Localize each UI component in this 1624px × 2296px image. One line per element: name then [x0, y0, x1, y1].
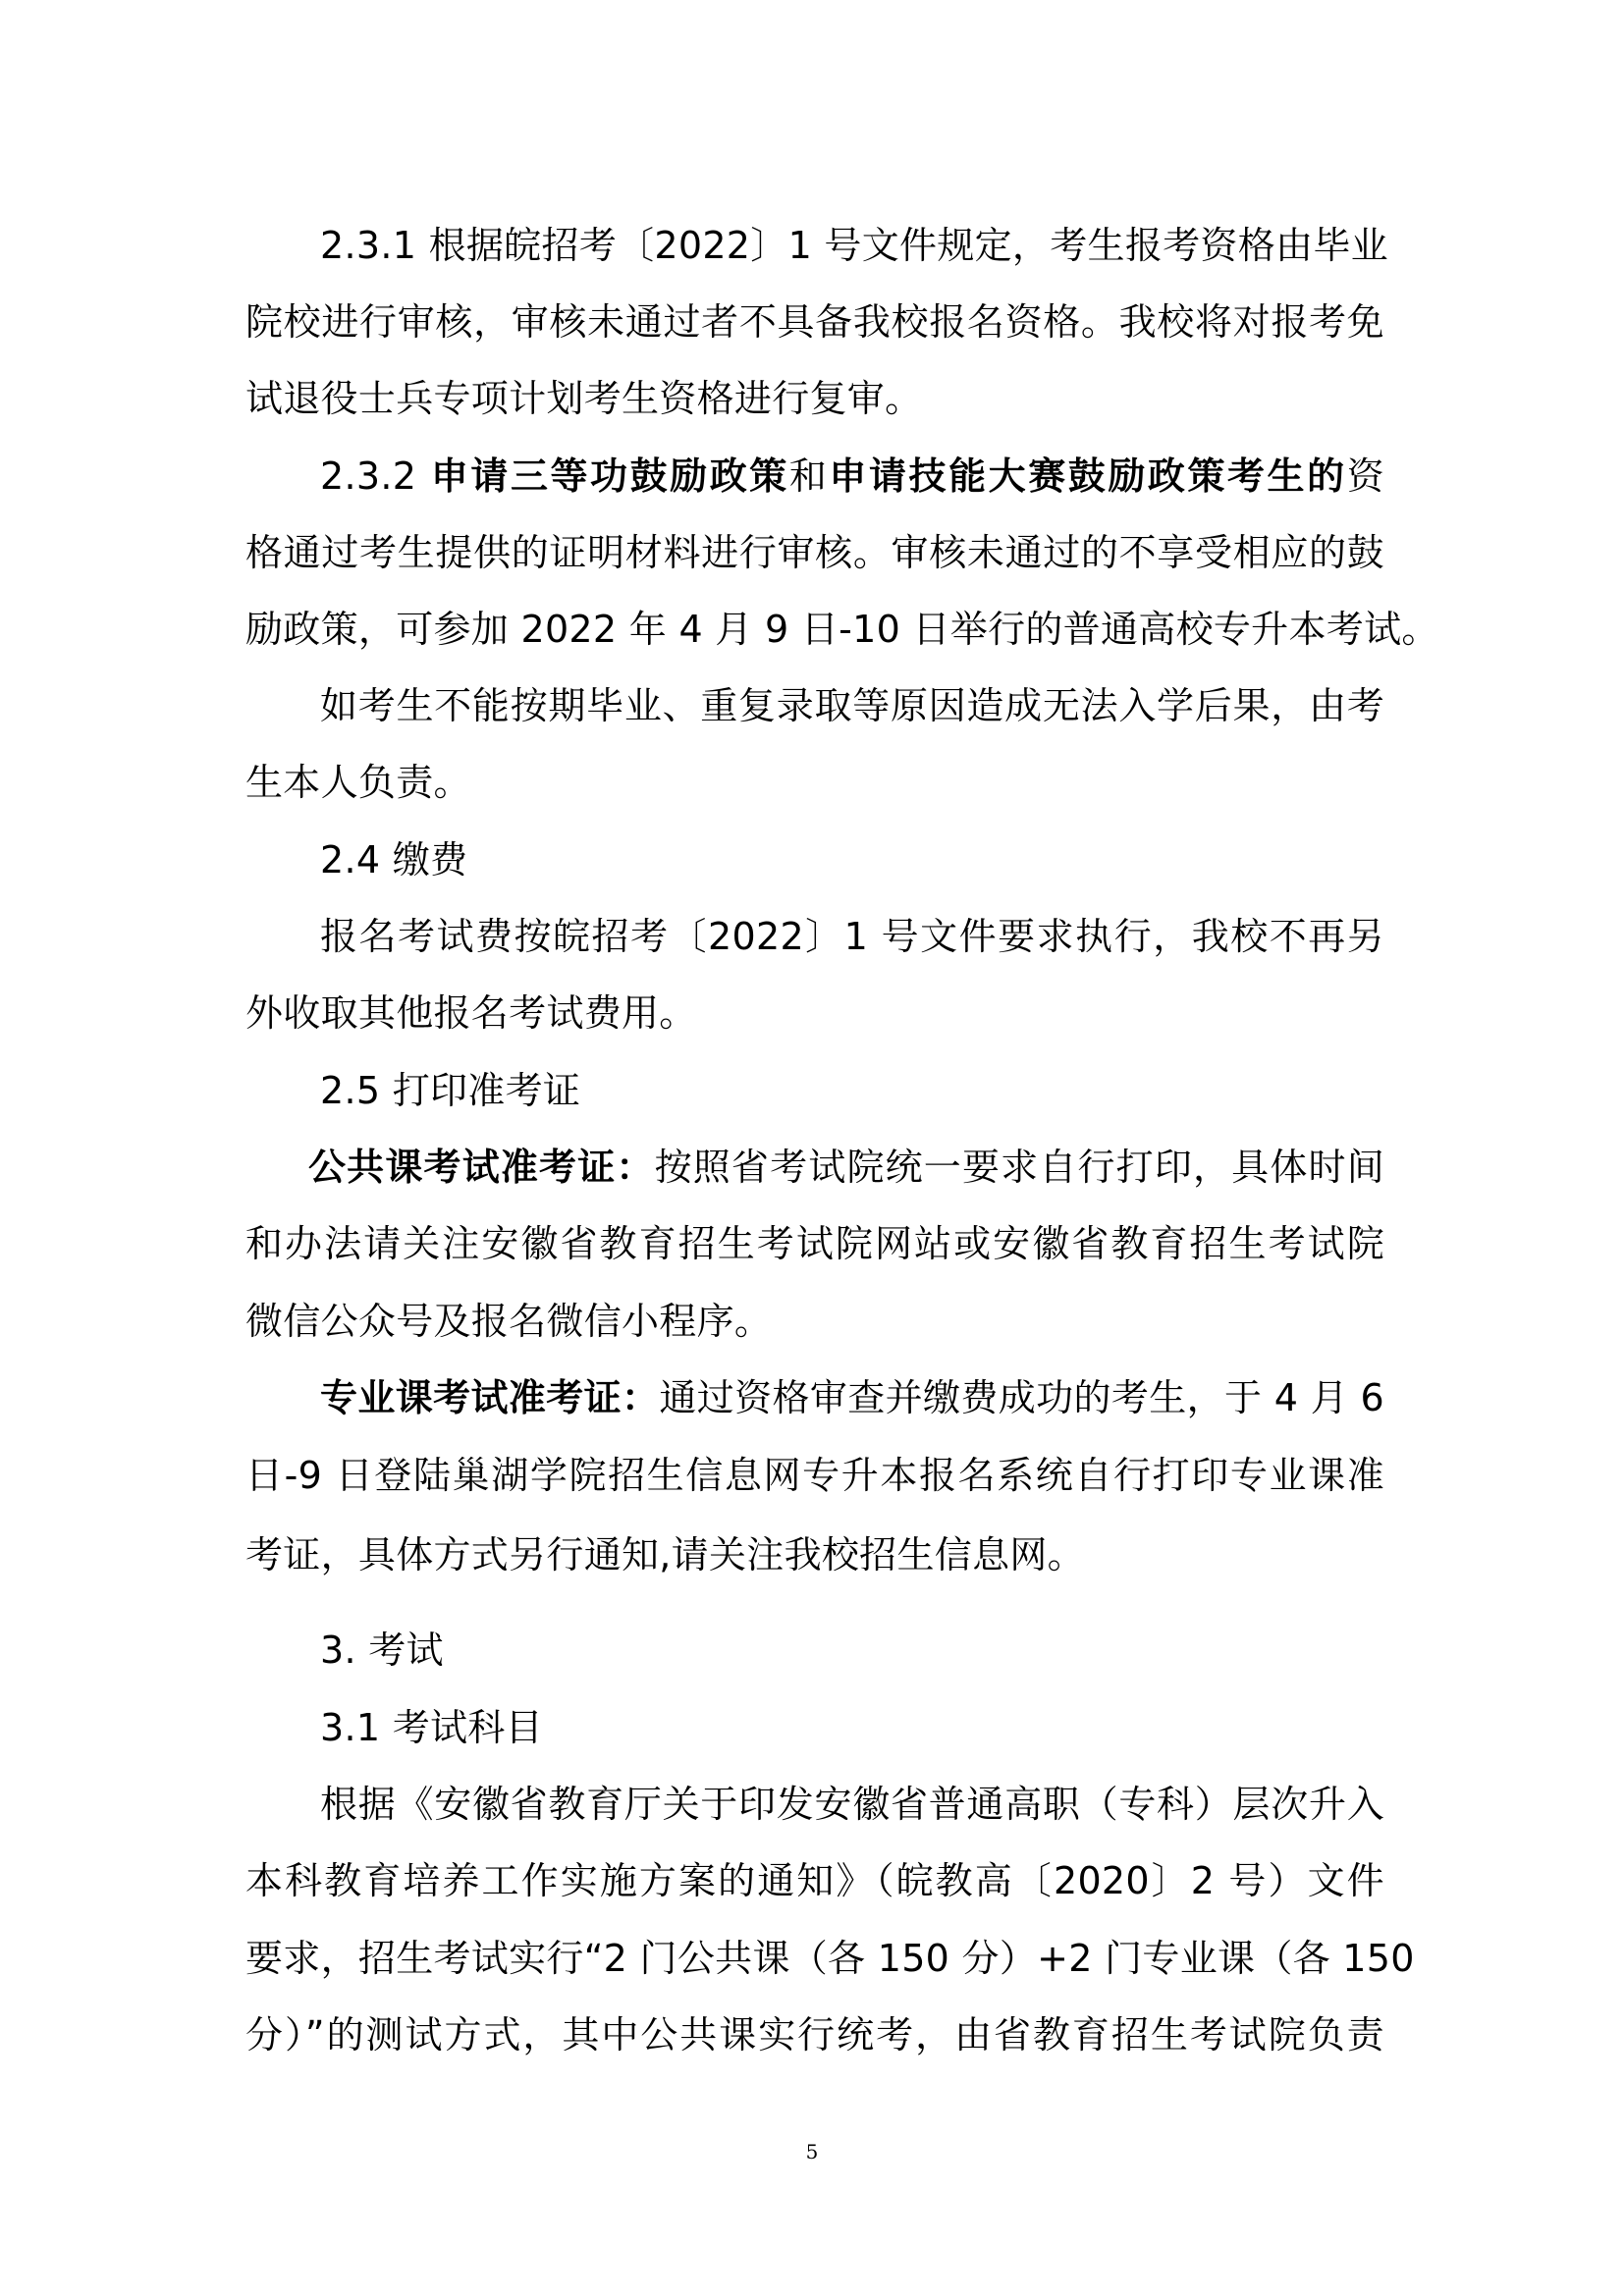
note-line-1: 如考生不能按期毕业、重复录取等原因造成无法入学后果，由考 — [320, 684, 1384, 727]
note-line-2: 生本人负责。 — [245, 761, 471, 804]
major-admission-label: 专业课考试准考证： — [320, 1376, 660, 1419]
public-admission-line-3: 微信公众号及报名微信小程序。 — [245, 1300, 773, 1343]
paragraph-2-4-line-1: 报名考试费按皖招考〔2022〕1 号文件要求执行，我校不再另 — [320, 915, 1384, 958]
major-admission-line-3: 考证，具体方式另行通知,请关注我校招生信息网。 — [245, 1533, 1085, 1576]
paragraph-3-1-line-2: 本科教育培养工作实施方案的通知》（皖教高〔2020〕2 号）文件 — [245, 1859, 1384, 1902]
major-admission-text: 通过资格审查并缴费成功的考生，于 4 月 6 — [659, 1376, 1384, 1419]
public-admission-line-1 — [308, 1141, 1384, 1194]
paragraph-2-3-1-line-1: 2.3.1 根据皖招考〔2022〕1 号文件规定，考生报考资格由毕业 — [320, 224, 1388, 267]
major-admission-line-1 — [320, 1371, 1384, 1424]
paragraph-2-3-1-line-3: 试退役士兵专项计划考生资格进行复审。 — [245, 377, 923, 420]
paragraph-2-3-2-line-2: 格通过考生提供的证明材料进行审核。审核未通过的不享受相应的鼓 — [245, 531, 1384, 574]
section-heading-2-4: 2.4 缴费 — [320, 838, 468, 881]
paragraph-2-4-line-2: 外收取其他报名考试费用。 — [245, 991, 697, 1035]
paragraph-3-1-line-4: 分）”的测试方式，其中公共课实行统考，由省教育招生考试院负责 — [245, 2013, 1384, 2056]
paragraph-3-1-line-1: 根据《安徽省教育厅关于印发安徽省普通高职（专科）层次升入 — [320, 1783, 1384, 1826]
public-admission-label: 公共课考试准考证： — [308, 1146, 655, 1189]
major-admission-line-2: 日-9 日登陆巢湖学院招生信息网专升本报名系统自行打印专业课准 — [245, 1454, 1384, 1497]
section-number: 2.3.2 — [320, 454, 431, 498]
conjunction: 和 — [788, 454, 830, 498]
section-heading-2-5: 2.5 打印准考证 — [320, 1069, 581, 1112]
page-number: 5 — [805, 2140, 819, 2163]
paragraph-2-3-2-line-3: 励政策，可参加 2022 年 4 月 9 日-10 日举行的普通高校专升本考试。 — [245, 608, 1439, 651]
paragraph-2-3-1-line-2: 院校进行审核，审核未通过者不具备我校报名资格。我校将对报考免 — [245, 300, 1384, 344]
public-admission-line-2: 和办法请关注安徽省教育招生考试院网站或安徽省教育招生考试院 — [245, 1222, 1384, 1265]
section-heading-3: 3. 考试 — [320, 1629, 444, 1672]
section-heading-3-1: 3.1 考试科目 — [320, 1706, 543, 1749]
paragraph-3-1-line-3: 要求，招生考试实行“2 门公共课（各 150 分）+2 门专业课（各 150 — [245, 1937, 1415, 1980]
bold-phrase-skills-contest: 申请技能大赛鼓励政策考生的 — [829, 454, 1347, 498]
public-admission-text: 按照省考试院统一要求自行打印，具体时间 — [654, 1146, 1385, 1189]
line-tail: 资 — [1346, 454, 1384, 498]
paragraph-2-3-2-line-1 — [320, 450, 1384, 503]
bold-phrase-merit: 申请三等功鼓励政策 — [430, 454, 789, 498]
